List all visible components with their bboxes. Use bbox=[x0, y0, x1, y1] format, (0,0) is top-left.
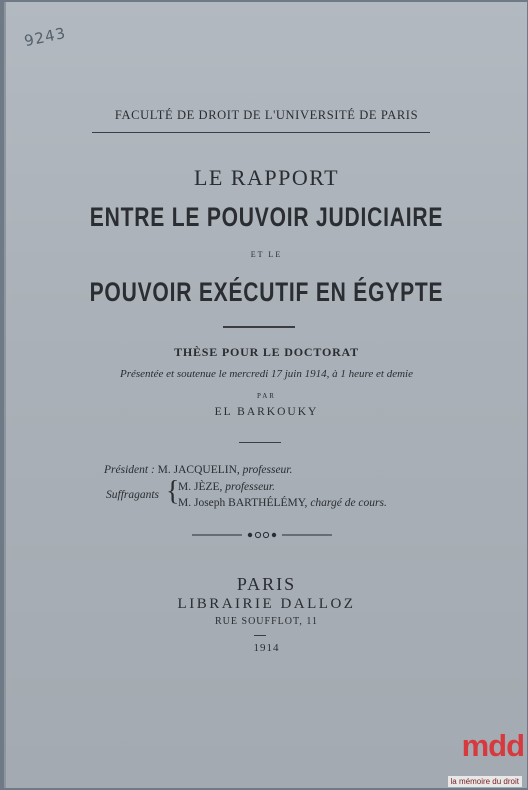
title-line-4: POUVOIR EXÉCUTIF EN ÉGYPTE bbox=[89, 277, 444, 307]
author-name: EL BARKOUKY bbox=[214, 406, 319, 418]
jury-suffragants-label: Suffragants bbox=[106, 489, 160, 501]
document-cover bbox=[4, 2, 527, 788]
jury-president bbox=[104, 464, 292, 476]
member1-name: M. JÈZE, bbox=[178, 481, 223, 493]
member2-name: M. Joseph BARTHÉLÉMY, bbox=[178, 497, 308, 509]
header-rule bbox=[92, 132, 430, 133]
title-conjunction: ET LE bbox=[250, 250, 283, 259]
president-role: professeur. bbox=[242, 464, 293, 476]
president-label: Président : bbox=[104, 464, 155, 476]
ornament-divider bbox=[192, 530, 332, 540]
imprint-city: PARIS bbox=[236, 574, 297, 594]
watermark-tagline: la mémoire du droit bbox=[448, 776, 522, 787]
thesis-heading: THÈSE POUR LE DOCTORAT bbox=[174, 345, 359, 359]
imprint-address: RUE SOUFFLOT, 11 bbox=[215, 616, 318, 627]
title-line-2: ENTRE LE POUVOIR JUDICIAIRE bbox=[89, 202, 444, 232]
jury-member-1 bbox=[178, 481, 275, 493]
defense-date: Présentée et soutenue le mercredi 17 juin 1914, à 1 heure et demie bbox=[120, 368, 413, 380]
by-label: PAR bbox=[257, 392, 276, 400]
president-name: M. JACQUELIN, bbox=[157, 464, 240, 476]
handwritten-note: 9243 bbox=[22, 23, 68, 51]
watermark-logo: mdd bbox=[461, 728, 524, 763]
title-line-1: LE RAPPORT bbox=[193, 165, 340, 190]
brace-symbol: { bbox=[166, 476, 180, 507]
jury-member-2 bbox=[178, 497, 387, 509]
imprint-rule bbox=[254, 635, 266, 636]
member1-role: professeur. bbox=[225, 481, 276, 493]
author-rule bbox=[239, 442, 281, 443]
imprint-publisher: LIBRAIRIE DALLOZ bbox=[177, 596, 356, 612]
title-rule bbox=[223, 326, 295, 328]
imprint-year: 1914 bbox=[253, 642, 280, 654]
member2-role: chargé de cours. bbox=[310, 497, 387, 509]
faculty-header: FACULTÉ DE DROIT DE L'UNIVERSITÉ DE PARIS bbox=[114, 108, 419, 122]
